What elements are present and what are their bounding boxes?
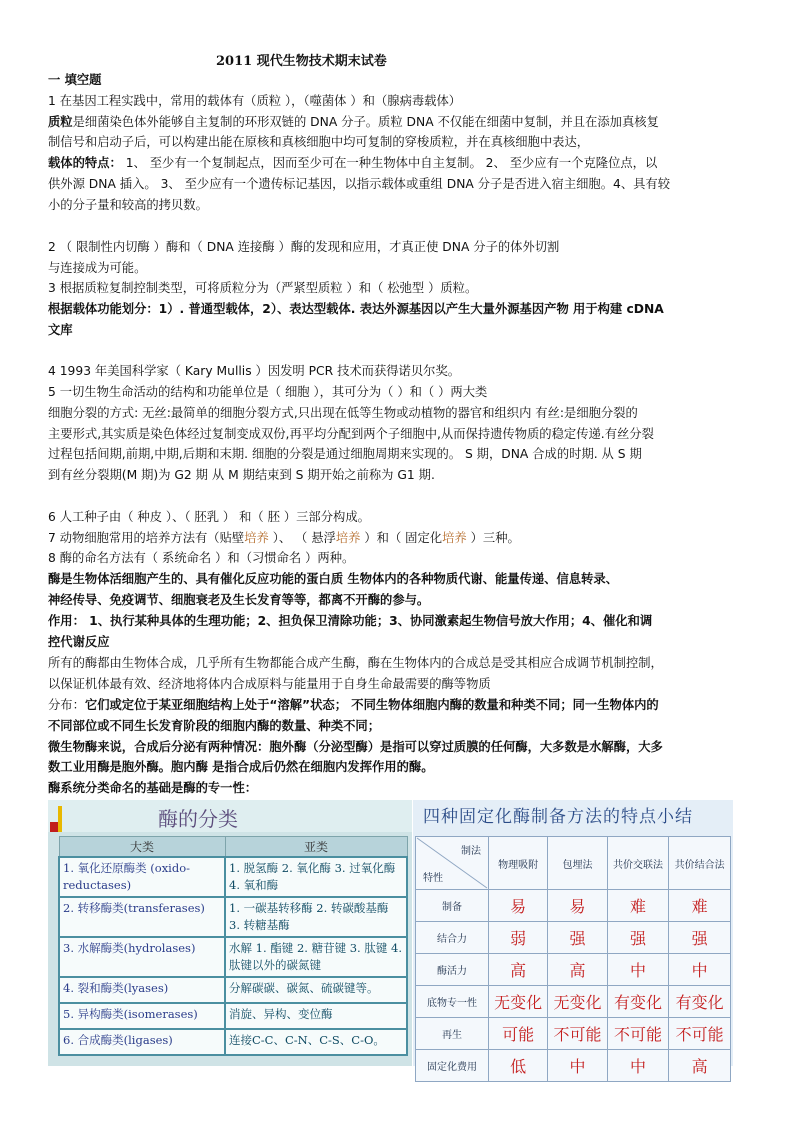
table-cell: 高	[669, 1050, 731, 1082]
q7-part-c: ）和（ 固定化	[360, 531, 443, 545]
row-header: 结合力	[416, 922, 489, 954]
table-header-row	[416, 837, 731, 890]
question-1: 1 在基因工程实践中，常用的载体有（质粒 ），（噬菌体 ）和（腺病毒载体）	[48, 94, 462, 108]
q7-part-d: ）三种。	[466, 531, 520, 545]
column-header: 共价交联法	[607, 837, 669, 890]
document-title: 2011 现代生物技术期末试卷	[216, 54, 387, 69]
table-cell: 3. 水解酶类(hydrolases)	[59, 937, 225, 977]
table-cell: 易	[489, 890, 548, 922]
table-row	[59, 937, 407, 977]
table-cell: 中	[548, 1050, 607, 1082]
question-4: 4 1993 年美国科学家（ Kary Mullis ）因发明 PCR 技术而获得诺贝尔奖。	[48, 364, 461, 378]
immobilized-enzyme-figure	[413, 800, 733, 1076]
table-cell: 可能	[489, 1018, 548, 1050]
enzyme-definition-1: 酶是生物体活细胞产生的、具有催化反应功能的蛋白质 生物体内的各种物质代谢、能量传递、信息转录、	[48, 572, 618, 586]
row-header: 固定化费用	[416, 1050, 489, 1082]
table-cell: 无变化	[489, 986, 548, 1018]
enzyme-synthesis-2: 以保证机体最有效、经济地将体内合成原料与能量用于自身生命最需要的酶等物质	[48, 677, 491, 691]
cell-division-2: 主要形式,其实质是染色体经过复制变成双份,再平均分配到两个子细胞中,从而保持遗传物质的稳定传递.有丝分裂	[48, 427, 654, 441]
column-header: 共价结合法	[669, 837, 731, 890]
table-cell: 不可能	[548, 1018, 607, 1050]
table-cell: 水解 1. 酯键 2. 糖苷键 3. 肽键 4. 肽键以外的碳氮键	[225, 937, 407, 977]
row-header: 制备	[416, 890, 489, 922]
table-row	[59, 1003, 407, 1029]
plasmid-term: 质粒	[48, 115, 73, 129]
table-cell: 易	[548, 890, 607, 922]
table-cell: 低	[489, 1050, 548, 1082]
table-cell: 无变化	[548, 986, 607, 1018]
table-cell: 高	[548, 954, 607, 986]
question-8: 8 酶的命名方法有（ 系统命名 ）和（习惯命名 ）两种。	[48, 551, 355, 565]
vector-features	[48, 153, 753, 174]
table-cell: 6. 合成酶类(ligases)	[59, 1029, 225, 1055]
table-cell: 强	[607, 922, 669, 954]
table-cell: 中	[669, 954, 731, 986]
table-cell: 高	[489, 954, 548, 986]
enzyme-classification-table	[58, 836, 408, 1056]
enzyme-classification-figure	[48, 800, 412, 1066]
cell-division-1: 细胞分裂的方式: 无丝:最简单的细胞分裂方式,只出现在低等生物或动植物的器官和组织内 有丝:是细胞分裂的	[48, 406, 638, 420]
question-7	[48, 528, 753, 549]
row-header: 底物专一性	[416, 986, 489, 1018]
section-heading: 一 填空题	[48, 73, 102, 87]
q7-term-2: 培养	[335, 531, 361, 545]
table-cell: 2. 转移酶类(transferases)	[59, 897, 225, 937]
table-cell: 分解碳碳、碳氮、硫碳键等。	[225, 977, 407, 1003]
column-header: 包埋法	[548, 837, 607, 890]
decor-yellow-bar	[58, 806, 62, 832]
table-row	[59, 857, 407, 897]
q7-part-b: ）、 （ 悬浮	[268, 531, 336, 545]
enzyme-distribution-2: 不同部位或不同生长发育阶段的细胞内酶的数量、种类不同；	[48, 719, 381, 733]
table-row	[416, 954, 731, 986]
distribution-label: 分布：	[48, 698, 85, 712]
table-row	[416, 1018, 731, 1050]
table-cell: 有变化	[607, 986, 669, 1018]
table-cell: 不可能	[607, 1018, 669, 1050]
row-header: 酶活力	[416, 954, 489, 986]
table-cell: 4. 裂和酶类(lyases)	[59, 977, 225, 1003]
column-header: 亚类	[225, 837, 407, 858]
enzyme-function-1: 作用： 1、执行某种具体的生理功能；2、担负保卫清除功能；3、协同激素起生物信号放大作用；4、催化和调	[48, 614, 653, 628]
q7-term-1: 培养	[244, 531, 269, 545]
question-2-cont: 与连接成为可能。	[48, 261, 147, 275]
table-cell: 强	[669, 922, 731, 954]
table-cell: 中	[607, 1050, 669, 1082]
plasmid-text: 是细菌染色体外能够自主复制的环形双链的 DNA 分子。质粒 DNA 不仅能在细菌中复制，并且在添加真核复	[72, 115, 659, 129]
table-cell: 1. 一碳基转移酶 2. 转碳酸基酶 3. 转糖基酶	[225, 897, 407, 937]
cell-division-3: 过程包括间期,前期,中期,后期和末期. 细胞的分裂是通过细胞周期来实现的。 S 期，DNA 合成的时期. 从 S 期	[48, 447, 642, 461]
q7-part-a: 7 动物细胞常用的培养方法有（贴壁	[48, 531, 245, 545]
table-cell: 5. 异构酶类(isomerases)	[59, 1003, 225, 1029]
plasmid-definition	[48, 112, 753, 133]
table-row	[416, 890, 731, 922]
corner-bottom-label: 特性	[423, 873, 443, 884]
table-cell: 有变化	[669, 986, 731, 1018]
enzyme-synthesis-1: 所有的酶都由生物体合成，几乎所有生物都能合成产生酶，酶在生物体内的合成总是受其相应合成调节机制控制，	[48, 656, 663, 670]
microbial-enzyme-2: 数工业用酶是胞外酶。胞内酶 是指合成后仍然在细胞内发挥作用的酶。	[48, 760, 434, 774]
q7-term-3: 培养	[442, 531, 467, 545]
table-cell: 连接C-C、C-N、C-S、C-O。	[225, 1029, 407, 1055]
table-row	[416, 1050, 731, 1082]
table-cell: 1. 脱氢酶 2. 氧化酶 3. 过氧化酶 4. 氧和酶	[225, 857, 407, 897]
vector-features-2: 供外源 DNA 插入。 3、 至少应有一个遗传标记基因，以指示载体或重组 DNA 分子是否进入宿主细胞。4、具有较	[48, 177, 671, 191]
table-row	[416, 986, 731, 1018]
table-cell: 消旋、异构、变位酶	[225, 1003, 407, 1029]
table-cell: 难	[669, 890, 731, 922]
table-row	[59, 977, 407, 1003]
column-header: 物理吸附	[489, 837, 548, 890]
microbial-enzyme-1: 微生物酶来说，合成后分泌有两种情况：胞外酶（分泌型酶）是指可以穿过质膜的任何酶，大多数是水解酶，大多	[48, 740, 663, 754]
vector-term: 载体的特点：	[48, 156, 122, 170]
question-5: 5 一切生物生命活动的结构和功能单位是（ 细胞 ），其可分为（ ）和（ ）两大类	[48, 385, 488, 399]
question-2: 2 （ 限制性内切酶 ）酶和（ DNA 连接酶 ）酶的发现和应用，才真正使 DNA 分子的体外切割	[48, 240, 560, 254]
table-cell: 弱	[489, 922, 548, 954]
corner-cell	[416, 837, 489, 890]
table-cell: 1. 氧化还原酶类 (oxido-reductases)	[59, 857, 225, 897]
table-header-row	[59, 837, 407, 858]
enzyme-definition-2: 神经传导、免疫调节、细胞衰老及生长发育等等，都离不开酶的参与。	[48, 593, 430, 607]
classification-basis: 酶系统分类命名的基础是酶的专一性：	[48, 781, 258, 795]
table-row	[59, 897, 407, 937]
distribution-text: 它们或定位于某亚细胞结构上处于“溶解”状态； 不同生物体细胞内酶的数量和种类不同；同一生物体内的	[84, 698, 659, 712]
enzyme-figure-title: 酶的分类	[158, 807, 238, 831]
table-cell: 强	[548, 922, 607, 954]
plasmid-definition-2: 制信号和启动子后，可以构建出能在原核和真核细胞中均可复制的穿梭质粒，并在真核细胞中表达，	[48, 135, 590, 149]
question-6: 6 人工种子由（ 种皮 ）、（ 胚乳 ） 和（ 胚 ）三部分构成。	[48, 510, 370, 524]
row-header: 再生	[416, 1018, 489, 1050]
method-figure-title: 四种固定化酶制备方法的特点小结	[423, 807, 693, 827]
question-3: 3 根据质粒复制控制类型，可将质粒分为（严紧型质粒 ）和（ 松弛型 ）质粒。	[48, 281, 478, 295]
enzyme-distribution-1	[48, 695, 753, 716]
enzyme-function-2: 控代谢反应	[48, 635, 110, 649]
table-cell: 中	[607, 954, 669, 986]
table-row	[59, 1029, 407, 1055]
vector-text: 1、 至少有一个复制起点，因而至少可在一种生物体中自主复制。 2、 至少应有一个克隆位点，以	[121, 156, 658, 170]
cell-division-4: 到有丝分裂期(M 期)为 G2 期 从 M 期结束到 S 期开始之前称为 G1 期.	[48, 468, 435, 482]
corner-top-label: 制法	[461, 846, 481, 857]
vector-function-2: 文库	[48, 323, 73, 337]
table-row	[416, 922, 731, 954]
table-cell: 不可能	[669, 1018, 731, 1050]
vector-function-1: 根据载体功能划分：1）. 普通型载体，2）、表达型载体. 表达外源基因以产生大量外源基因产物 用于构建 cDNA	[48, 302, 664, 316]
immobilized-enzyme-table	[415, 836, 731, 1082]
vector-features-3: 小的分子量和较高的拷贝数。	[48, 198, 208, 212]
table-cell: 难	[607, 890, 669, 922]
column-header: 大类	[59, 837, 225, 858]
